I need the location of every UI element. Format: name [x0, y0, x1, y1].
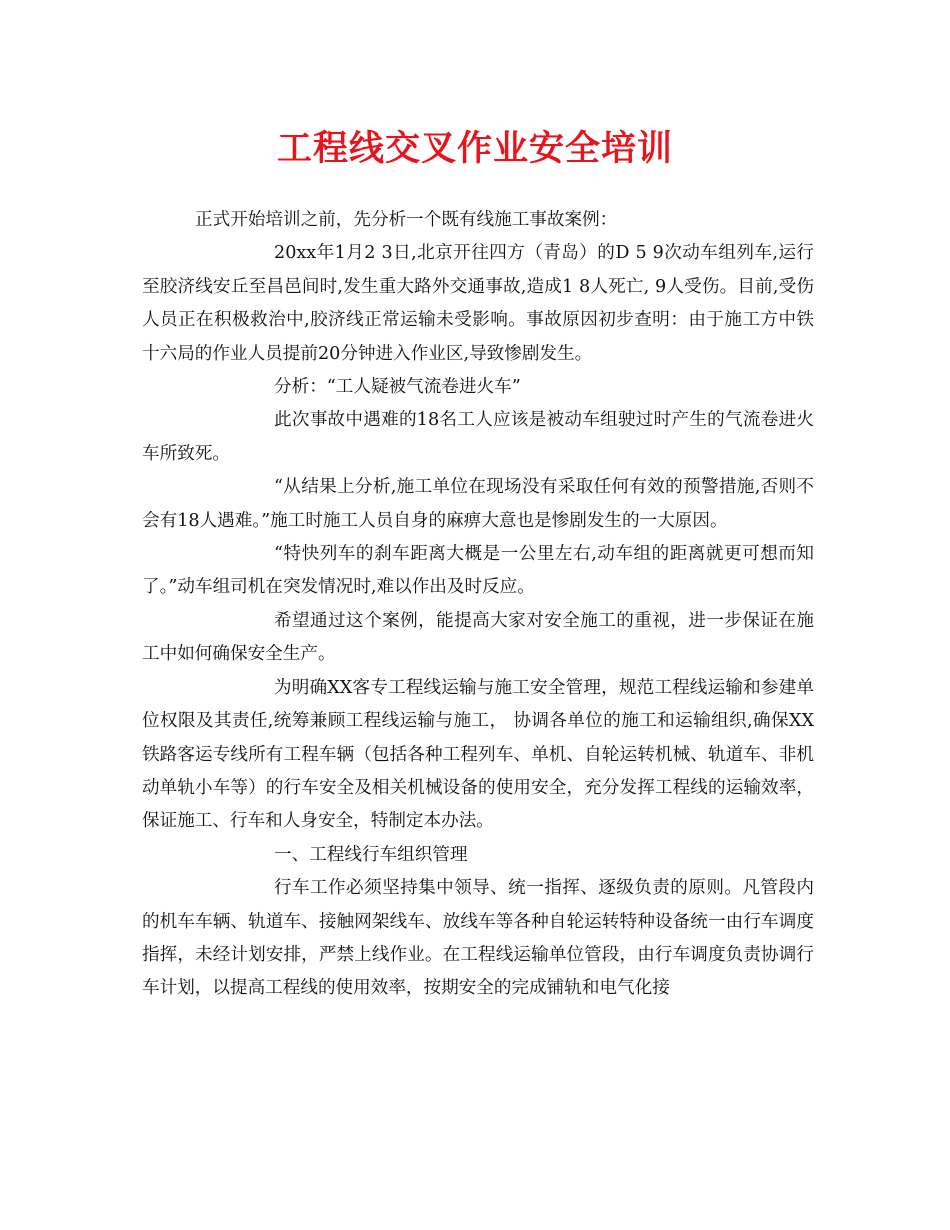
section-heading-traffic-management: 一、工程线行车组织管理: [274, 844, 468, 865]
paragraph-hope: 希望通过这个案例，能提高大家对安全施工的重视，进一步保证在施工中如何确保安全生产。: [142, 610, 814, 665]
paragraph-analysis-cause: 此次事故中遇难的18名工人应该是被动车组驶过时产生的气流卷进火车所致死。: [142, 410, 814, 464]
document-body: [142, 204, 814, 1006]
paragraph-purpose: 为明确XX客专工程线运输与施工安全管理，规范工程线运输和参建单位权限及其责任,统筹兼顾工程线运输与施工， 协调各单位的施工和运输组织,确保XX铁路客运专线所有工程车辆（包括各种工程列车、单机、自轮运转机械、轨道车、非机动单轨小车等）的行车安全及相关机械设备的使用安全，充分发挥工程线的运输效率，保证施工、行车和人身安全，特制定本办法。: [142, 677, 814, 832]
paragraph-analysis-heading: 分析：“工人疑被气流卷进火车”: [274, 377, 521, 398]
paragraph-accident-case: 20xx年1月2 3日,北京开往四方（青岛）的D 5 9次动车组列车,运行至胶济线安丘至昌邑间时,发生重大路外交通事故,造成1 8人死亡, 9人受伤。目前,受伤人员正在积极救治中,胶济线正常运输未受影响。事故原因初步查明：由于施工方中铁十六局的作业人员提前20分钟进入作业区,导致惨剧发生。: [142, 243, 814, 364]
paragraph-quote-braking: “特快列车的刹车距离大概是一公里左右,动车组的距离就更可想而知了。”动车组司机在突发情况时,难以作出及时反应。: [142, 544, 814, 598]
document-title: 工程线交叉作业安全培训: [276, 128, 673, 169]
paragraph-intro: 正式开始培训之前，先分析一个既有线施工事故案例：: [195, 210, 618, 230]
paragraph-traffic-rules: 行车工作必须坚持集中领导、统一指挥、逐级负责的原则。凡管段内的机车车辆、轨道车、接触网架线车、放线车等各种自轮运转特种设备统一由行车调度指挥，未经计划安排，严禁上线作业。在工程线运输单位管段，由行车调度负责协调行车计划，以提高工程线的使用效率，按期安全的完成铺轨和电气化接: [142, 878, 814, 999]
paragraph-quote-warning: “从结果上分析,施工单位在现场没有采取任何有效的预警措施,否则不会有18人遇难。”施工时施工人员自身的麻痹大意也是惨剧发生的一大原因。: [142, 477, 814, 531]
